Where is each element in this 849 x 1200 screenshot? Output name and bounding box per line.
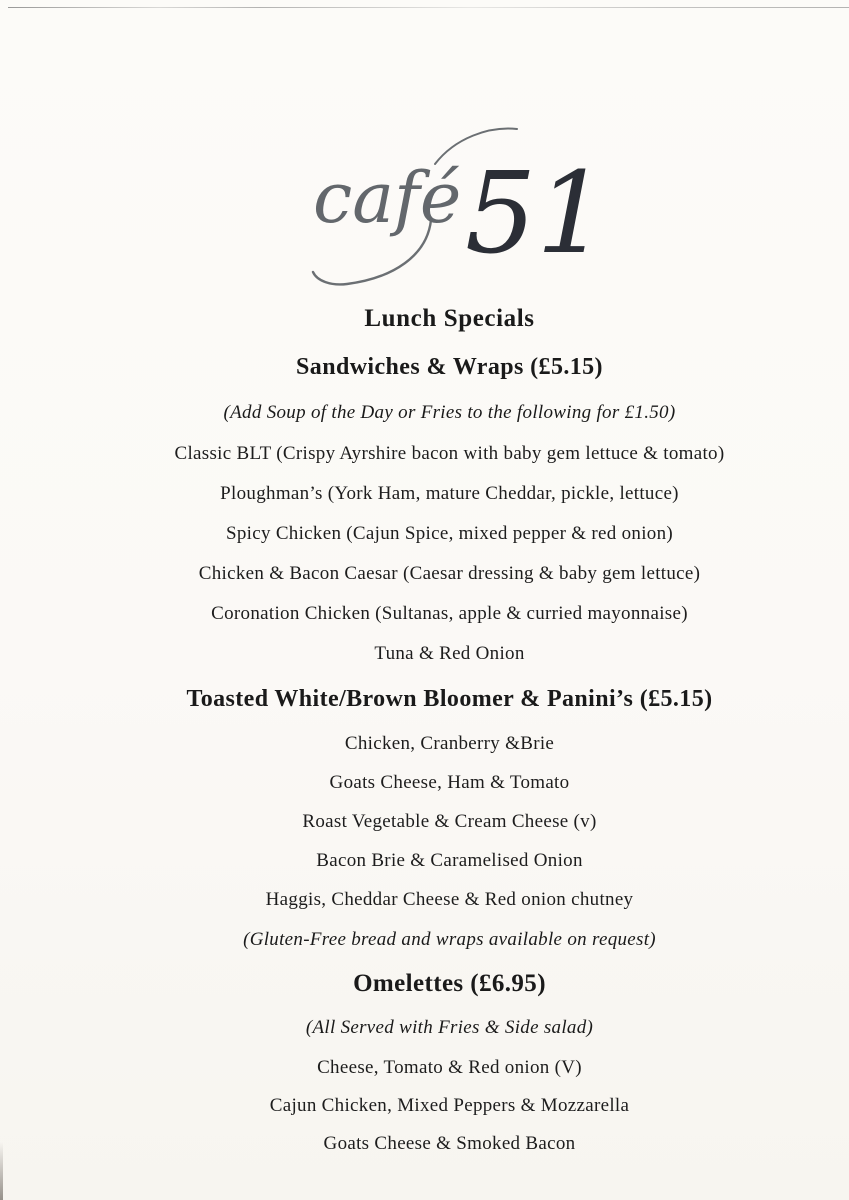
section-footnote-toasted: (Gluten-Free bread and wraps available on request) — [243, 929, 656, 950]
menu-item: Roast Vegetable & Cream Cheese (v) — [302, 811, 597, 832]
menu-item: Haggis, Cheddar Cheese & Red onion chutney — [265, 889, 634, 910]
menu-item: Chicken & Bacon Caesar (Caesar dressing & baby gem lettuce) — [198, 563, 701, 584]
menu-content — [0, 120, 849, 1163]
cafe51-logo — [297, 120, 627, 292]
section-note-omelettes: (All Served with Fries & Side salad) — [305, 1017, 594, 1038]
section-heading-toasted: Toasted White/Brown Bloomer & Panini’s (£5.15) — [186, 686, 713, 712]
section-items-omelettes — [50, 1049, 849, 1163]
section-items-sandwiches — [50, 434, 849, 674]
section-note-sandwiches: (Add Soup of the Day or Fries to the following for £1.50) — [223, 402, 676, 423]
logo-script-word: café — [312, 157, 461, 239]
logo-number: 51 — [464, 149, 608, 279]
menu-item: Tuna & Red Onion — [374, 643, 525, 664]
scan-artifact-top-line — [8, 7, 849, 8]
section-heading-sandwiches: Sandwiches & Wraps (£5.15) — [296, 354, 603, 380]
menu-item: Ploughman’s (York Ham, mature Cheddar, pickle, lettuce) — [220, 483, 679, 504]
menu-item: Goats Cheese & Smoked Bacon — [323, 1133, 576, 1154]
menu-item: Chicken, Cranberry &Brie — [344, 733, 555, 754]
menu-item: Cajun Chicken, Mixed Peppers & Mozzarella — [269, 1095, 630, 1116]
menu-item: Coronation Chicken (Sultanas, apple & curried mayonnaise) — [211, 603, 688, 624]
section-heading-omelettes: Omelettes (£6.95) — [353, 970, 546, 997]
menu-title: Lunch Specials — [364, 305, 535, 332]
cafe51-logo-graphic — [297, 120, 627, 292]
menu-item: Cheese, Tomato & Red onion (V) — [317, 1057, 582, 1078]
section-items-toasted — [50, 724, 849, 919]
menu-item: Classic BLT (Crispy Ayrshire bacon with baby gem lettuce & tomato) — [174, 443, 725, 464]
menu-item: Spicy Chicken (Cajun Spice, mixed pepper & red onion) — [226, 523, 673, 544]
menu-item: Bacon Brie & Caramelised Onion — [316, 850, 583, 871]
menu-item: Goats Cheese, Ham & Tomato — [329, 772, 570, 793]
